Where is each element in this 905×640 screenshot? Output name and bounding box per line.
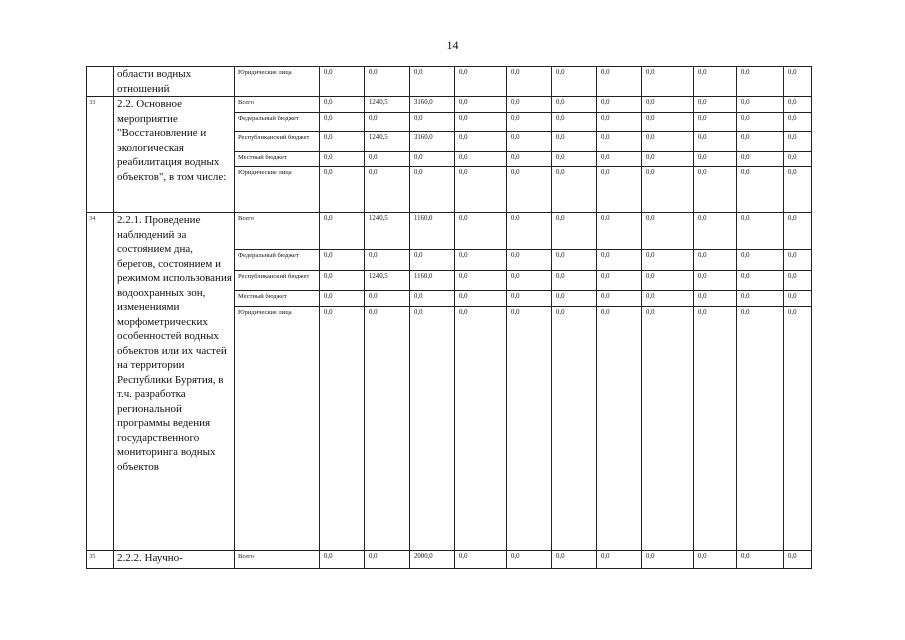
value-cell: 0,0 [694, 97, 737, 113]
value-cell: 0,0 [597, 132, 642, 152]
value-cell: 0,0 [410, 113, 455, 132]
value-cell: 0,0 [642, 67, 694, 97]
value-cell: 0,0 [507, 132, 552, 152]
value-cell: 0,0 [737, 307, 784, 551]
value-cell: 0,0 [784, 167, 812, 213]
value-cell: 0,0 [694, 132, 737, 152]
value-cell: 1240,5 [365, 271, 410, 291]
value-cell: 0,0 [784, 213, 812, 250]
value-cell: 0,0 [552, 132, 597, 152]
value-cell: 0,0 [410, 291, 455, 307]
value-cell: 0,0 [642, 551, 694, 569]
value-cell: 0,0 [784, 291, 812, 307]
value-cell: 1240,5 [365, 213, 410, 250]
value-cell: 0,0 [455, 271, 507, 291]
value-cell: 0,0 [365, 113, 410, 132]
value-cell: 0,0 [642, 132, 694, 152]
funding-source: Республиканский бюджет [235, 271, 320, 291]
value-cell: 1160,0 [410, 271, 455, 291]
activity-name: 2.2. Основное мероприятие "Восстановление и экологическая реабилитация водных объектов", в том числе: [114, 97, 235, 213]
value-cell: 0,0 [642, 213, 694, 250]
value-cell: 0,0 [507, 152, 552, 167]
funding-source: Федеральный бюджет [235, 250, 320, 271]
value-cell: 0,0 [507, 67, 552, 97]
value-cell: 0,0 [552, 152, 597, 167]
value-cell: 0,0 [737, 250, 784, 271]
value-cell: 0,0 [507, 113, 552, 132]
value-cell: 0,0 [410, 250, 455, 271]
value-cell: 0,0 [737, 152, 784, 167]
value-cell: 1240,5 [365, 97, 410, 113]
value-cell: 0,0 [507, 291, 552, 307]
value-cell: 0,0 [597, 271, 642, 291]
value-cell: 0,0 [455, 113, 507, 132]
value-cell: 0,0 [552, 291, 597, 307]
funding-source: Всего [235, 551, 320, 569]
value-cell: 0,0 [642, 167, 694, 213]
funding-source: Республиканский бюджет [235, 132, 320, 152]
value-cell: 2000,0 [410, 551, 455, 569]
value-cell: 0,0 [365, 551, 410, 569]
activity-name: 2.2.1. Проведение наблюдений за состоянием дна, берегов, состоянием и режимом использования водоохранных зон, изменениями морфометрических особенностей водных объектов или их частей на территории Республики Бурятия, в т.ч. разработка региональной программы ведения государственного мониторинга водных объектов [114, 213, 235, 551]
value-cell: 0,0 [552, 167, 597, 213]
value-cell: 0,0 [597, 67, 642, 97]
page-number: 14 [446, 38, 459, 52]
value-cell: 0,0 [737, 113, 784, 132]
value-cell: 0,0 [320, 213, 365, 250]
value-cell: 3160,0 [410, 97, 455, 113]
value-cell: 0,0 [784, 113, 812, 132]
value-cell: 0,0 [455, 291, 507, 307]
budget-table [86, 66, 812, 569]
funding-source: Юридические лица [235, 67, 320, 97]
value-cell: 0,0 [365, 291, 410, 307]
value-cell: 0,0 [455, 307, 507, 551]
value-cell: 0,0 [320, 67, 365, 97]
value-cell: 0,0 [552, 213, 597, 250]
value-cell: 0,0 [737, 132, 784, 152]
value-cell: 0,0 [737, 551, 784, 569]
table-row [87, 213, 812, 250]
value-cell: 0,0 [642, 97, 694, 113]
value-cell: 0,0 [455, 213, 507, 250]
value-cell: 0,0 [694, 307, 737, 551]
value-cell: 0,0 [597, 551, 642, 569]
value-cell: 0,0 [455, 152, 507, 167]
value-cell: 1240,5 [365, 132, 410, 152]
value-cell: 0,0 [320, 250, 365, 271]
value-cell: 0,0 [784, 551, 812, 569]
value-cell: 0,0 [552, 250, 597, 271]
value-cell: 0,0 [507, 213, 552, 250]
value-cell: 0,0 [642, 291, 694, 307]
funding-source: Всего [235, 213, 320, 250]
value-cell: 0,0 [694, 213, 737, 250]
funding-source: Федеральный бюджет [235, 113, 320, 132]
row-number [87, 67, 114, 97]
table-row [87, 67, 812, 97]
value-cell: 0,0 [455, 250, 507, 271]
value-cell: 0,0 [597, 213, 642, 250]
row-number: 35 [87, 551, 114, 569]
value-cell: 0,0 [552, 551, 597, 569]
activity-name: области водных отношений [114, 67, 235, 97]
value-cell: 0,0 [694, 113, 737, 132]
funding-source: Юридические лица [235, 307, 320, 551]
value-cell: 0,0 [320, 271, 365, 291]
value-cell: 0,0 [507, 97, 552, 113]
value-cell: 0,0 [320, 291, 365, 307]
value-cell: 0,0 [597, 291, 642, 307]
value-cell: 0,0 [642, 250, 694, 271]
value-cell: 0,0 [737, 67, 784, 97]
value-cell: 0,0 [455, 551, 507, 569]
value-cell: 0,0 [694, 250, 737, 271]
value-cell: 0,0 [320, 152, 365, 167]
value-cell: 0,0 [507, 271, 552, 291]
value-cell: 0,0 [455, 67, 507, 97]
value-cell: 0,0 [320, 97, 365, 113]
value-cell: 0,0 [507, 307, 552, 551]
value-cell: 0,0 [410, 307, 455, 551]
value-cell: 0,0 [694, 291, 737, 307]
value-cell: 1160,0 [410, 213, 455, 250]
value-cell: 0,0 [597, 113, 642, 132]
funding-source: Всего [235, 97, 320, 113]
value-cell: 0,0 [642, 113, 694, 132]
value-cell: 0,0 [552, 271, 597, 291]
value-cell: 0,0 [552, 97, 597, 113]
value-cell: 0,0 [320, 307, 365, 551]
value-cell: 0,0 [365, 67, 410, 97]
row-number: 34 [87, 213, 114, 551]
value-cell: 0,0 [455, 167, 507, 213]
value-cell: 0,0 [642, 271, 694, 291]
value-cell: 0,0 [455, 132, 507, 152]
funding-source: Местный бюджет [235, 152, 320, 167]
value-cell: 0,0 [694, 551, 737, 569]
value-cell: 0,0 [694, 152, 737, 167]
value-cell: 0,0 [365, 152, 410, 167]
value-cell: 0,0 [694, 67, 737, 97]
value-cell: 0,0 [737, 213, 784, 250]
value-cell: 0,0 [507, 250, 552, 271]
value-cell: 0,0 [365, 167, 410, 213]
value-cell: 0,0 [552, 307, 597, 551]
value-cell: 0,0 [784, 307, 812, 551]
value-cell: 0,0 [694, 167, 737, 213]
value-cell: 0,0 [784, 132, 812, 152]
funding-source: Юридические лица [235, 167, 320, 213]
value-cell: 0,0 [365, 307, 410, 551]
value-cell: 0,0 [552, 67, 597, 97]
funding-source: Местный бюджет [235, 291, 320, 307]
value-cell: 0,0 [597, 250, 642, 271]
value-cell: 0,0 [642, 152, 694, 167]
value-cell: 0,0 [507, 167, 552, 213]
value-cell: 0,0 [410, 152, 455, 167]
value-cell: 0,0 [784, 97, 812, 113]
table-row [87, 97, 812, 113]
value-cell: 3160,0 [410, 132, 455, 152]
value-cell: 0,0 [410, 67, 455, 97]
value-cell: 0,0 [784, 271, 812, 291]
value-cell: 0,0 [410, 167, 455, 213]
value-cell: 0,0 [784, 67, 812, 97]
value-cell: 0,0 [737, 271, 784, 291]
value-cell: 0,0 [320, 132, 365, 152]
value-cell: 0,0 [455, 97, 507, 113]
value-cell: 0,0 [737, 167, 784, 213]
value-cell: 0,0 [737, 97, 784, 113]
table-row [87, 551, 812, 569]
value-cell: 0,0 [507, 551, 552, 569]
value-cell: 0,0 [320, 113, 365, 132]
row-number: 33 [87, 97, 114, 213]
value-cell: 0,0 [597, 167, 642, 213]
value-cell: 0,0 [597, 307, 642, 551]
value-cell: 0,0 [320, 551, 365, 569]
value-cell: 0,0 [784, 152, 812, 167]
value-cell: 0,0 [694, 271, 737, 291]
value-cell: 0,0 [320, 167, 365, 213]
value-cell: 0,0 [642, 307, 694, 551]
value-cell: 0,0 [784, 250, 812, 271]
activity-name: 2.2.2. Научно- [114, 551, 235, 569]
value-cell: 0,0 [365, 250, 410, 271]
value-cell: 0,0 [597, 97, 642, 113]
value-cell: 0,0 [597, 152, 642, 167]
value-cell: 0,0 [552, 113, 597, 132]
value-cell: 0,0 [737, 291, 784, 307]
